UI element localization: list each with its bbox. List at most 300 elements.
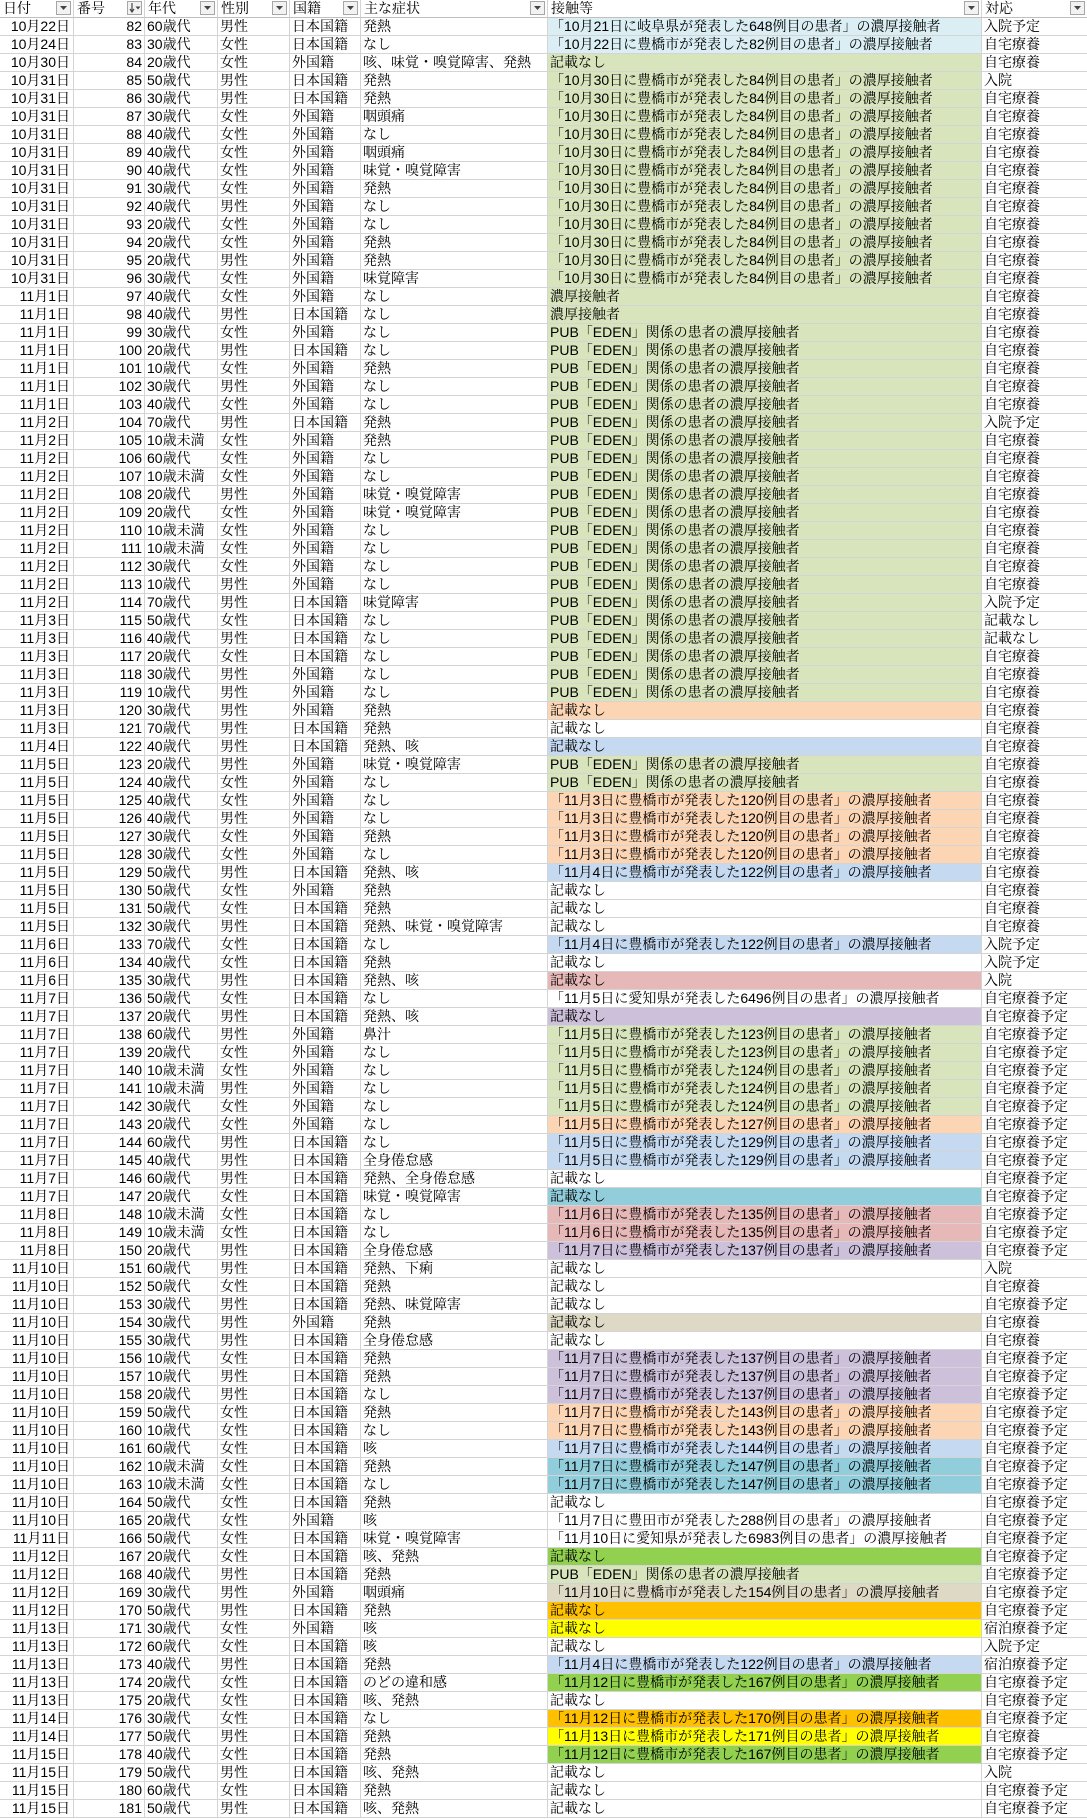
cell-symptoms[interactable]: 発熱: [361, 702, 548, 720]
cell-number[interactable]: 149: [74, 1224, 145, 1242]
cell-date[interactable]: 11月10日: [0, 1404, 74, 1422]
cell-symptoms[interactable]: 発熱: [361, 1728, 548, 1746]
cell-sex[interactable]: 女性: [218, 936, 290, 954]
cell-status[interactable]: 宿泊療養予定: [982, 1620, 1087, 1638]
cell-contact[interactable]: 記載なし: [548, 882, 982, 900]
cell-symptoms[interactable]: 味覚・嗅覚障害: [361, 504, 548, 522]
cell-symptoms[interactable]: 味覚障害: [361, 594, 548, 612]
cell-number[interactable]: 96: [74, 270, 145, 288]
cell-age[interactable]: 70歳代: [145, 594, 218, 612]
cell-contact[interactable]: 「11月7日に豊橋市が発表した137例目の患者」の濃厚接触者: [548, 1386, 982, 1404]
cell-date[interactable]: 11月2日: [0, 594, 74, 612]
cell-date[interactable]: 11月12日: [0, 1584, 74, 1602]
cell-number[interactable]: 120: [74, 702, 145, 720]
cell-age[interactable]: 20歳代: [145, 1548, 218, 1566]
cell-symptoms[interactable]: なし: [361, 990, 548, 1008]
cell-nationality[interactable]: 外国籍: [290, 846, 361, 864]
cell-nationality[interactable]: 日本国籍: [290, 90, 361, 108]
cell-contact[interactable]: PUB「EDEN」関係の患者の濃厚接触者: [548, 648, 982, 666]
cell-symptoms[interactable]: 咳、発熱: [361, 1800, 548, 1818]
cell-symptoms[interactable]: 発熱: [361, 1782, 548, 1800]
cell-sex[interactable]: 女性: [218, 1494, 290, 1512]
cell-age[interactable]: 30歳代: [145, 324, 218, 342]
cell-date[interactable]: 11月13日: [0, 1620, 74, 1638]
cell-symptoms[interactable]: 咳、味覚・嗅覚障害、発熱: [361, 54, 548, 72]
cell-contact[interactable]: 「11月13日に豊橋市が発表した171例目の患者」の濃厚接触者: [548, 1728, 982, 1746]
cell-age[interactable]: 50歳代: [145, 882, 218, 900]
cell-sex[interactable]: 女性: [218, 324, 290, 342]
cell-symptoms[interactable]: なし: [361, 810, 548, 828]
cell-sex[interactable]: 女性: [218, 1278, 290, 1296]
cell-nationality[interactable]: 日本国籍: [290, 1728, 361, 1746]
filter-dropdown-button[interactable]: [56, 1, 71, 15]
cell-nationality[interactable]: 日本国籍: [290, 1692, 361, 1710]
cell-status[interactable]: 自宅療養: [982, 576, 1087, 594]
cell-nationality[interactable]: 外国籍: [290, 1062, 361, 1080]
cell-nationality[interactable]: 日本国籍: [290, 1710, 361, 1728]
cell-nationality[interactable]: 日本国籍: [290, 1404, 361, 1422]
cell-contact[interactable]: 「11月5日に豊橋市が発表した124例目の患者」の濃厚接触者: [548, 1098, 982, 1116]
cell-age[interactable]: 30歳代: [145, 1314, 218, 1332]
cell-age[interactable]: 10歳未満: [145, 1080, 218, 1098]
cell-age[interactable]: 20歳代: [145, 252, 218, 270]
cell-contact[interactable]: 記載なし: [548, 1620, 982, 1638]
cell-contact[interactable]: 記載なし: [548, 1260, 982, 1278]
cell-symptoms[interactable]: 発熱: [361, 1746, 548, 1764]
cell-age[interactable]: 20歳代: [145, 1692, 218, 1710]
cell-contact[interactable]: PUB「EDEN」関係の患者の濃厚接触者: [548, 522, 982, 540]
cell-symptoms[interactable]: なし: [361, 450, 548, 468]
cell-number[interactable]: 89: [74, 144, 145, 162]
cell-date[interactable]: 11月14日: [0, 1728, 74, 1746]
cell-nationality[interactable]: 外国籍: [290, 270, 361, 288]
cell-date[interactable]: 11月7日: [0, 1044, 74, 1062]
cell-number[interactable]: 181: [74, 1800, 145, 1818]
cell-number[interactable]: 116: [74, 630, 145, 648]
cell-symptoms[interactable]: 咽頭痛: [361, 1584, 548, 1602]
cell-date[interactable]: 11月2日: [0, 486, 74, 504]
cell-contact[interactable]: 記載なし: [548, 1494, 982, 1512]
cell-date[interactable]: 11月7日: [0, 1170, 74, 1188]
cell-sex[interactable]: 女性: [218, 1620, 290, 1638]
cell-date[interactable]: 11月10日: [0, 1314, 74, 1332]
cell-nationality[interactable]: 日本国籍: [290, 1296, 361, 1314]
cell-date[interactable]: 11月7日: [0, 1008, 74, 1026]
cell-symptoms[interactable]: なし: [361, 1386, 548, 1404]
cell-nationality[interactable]: 外国籍: [290, 288, 361, 306]
cell-symptoms[interactable]: なし: [361, 324, 548, 342]
cell-sex[interactable]: 女性: [218, 1674, 290, 1692]
cell-symptoms[interactable]: なし: [361, 684, 548, 702]
cell-contact[interactable]: PUB「EDEN」関係の患者の濃厚接触者: [548, 450, 982, 468]
cell-age[interactable]: 20歳代: [145, 1008, 218, 1026]
cell-symptoms[interactable]: 発熱: [361, 1350, 548, 1368]
cell-date[interactable]: 11月5日: [0, 828, 74, 846]
cell-age[interactable]: 30歳代: [145, 972, 218, 990]
cell-nationality[interactable]: 日本国籍: [290, 594, 361, 612]
cell-symptoms[interactable]: 発熱: [361, 720, 548, 738]
cell-date[interactable]: 10月31日: [0, 144, 74, 162]
cell-sex[interactable]: 女性: [218, 126, 290, 144]
cell-nationality[interactable]: 日本国籍: [290, 1674, 361, 1692]
cell-contact[interactable]: 「11月7日に豊橋市が発表した143例目の患者」の濃厚接触者: [548, 1422, 982, 1440]
cell-number[interactable]: 155: [74, 1332, 145, 1350]
cell-sex[interactable]: 女性: [218, 1746, 290, 1764]
cell-sex[interactable]: 女性: [218, 1044, 290, 1062]
cell-date[interactable]: 11月15日: [0, 1746, 74, 1764]
cell-date[interactable]: 11月8日: [0, 1224, 74, 1242]
cell-number[interactable]: 98: [74, 306, 145, 324]
cell-symptoms[interactable]: 咽頭痛: [361, 144, 548, 162]
column-header-symptoms[interactable]: [361, 0, 548, 18]
cell-nationality[interactable]: 外国籍: [290, 702, 361, 720]
cell-contact[interactable]: 「11月5日に愛知県が発表した6496例目の患者」の濃厚接触者: [548, 990, 982, 1008]
cell-number[interactable]: 123: [74, 756, 145, 774]
cell-sex[interactable]: 女性: [218, 648, 290, 666]
cell-date[interactable]: 11月12日: [0, 1566, 74, 1584]
cell-sex[interactable]: 女性: [218, 1638, 290, 1656]
cell-number[interactable]: 90: [74, 162, 145, 180]
cell-status[interactable]: 自宅療養予定: [982, 1692, 1087, 1710]
cell-sex[interactable]: 男性: [218, 1314, 290, 1332]
cell-status[interactable]: 自宅療養予定: [982, 1404, 1087, 1422]
cell-age[interactable]: 30歳代: [145, 1710, 218, 1728]
cell-contact[interactable]: 「11月5日に豊橋市が発表した124例目の患者」の濃厚接触者: [548, 1062, 982, 1080]
cell-symptoms[interactable]: なし: [361, 576, 548, 594]
cell-sex[interactable]: 女性: [218, 1206, 290, 1224]
cell-contact[interactable]: 「11月7日に豊橋市が発表した137例目の患者」の濃厚接触者: [548, 1350, 982, 1368]
cell-symptoms[interactable]: 発熱: [361, 1602, 548, 1620]
cell-age[interactable]: 20歳代: [145, 1386, 218, 1404]
cell-sex[interactable]: 女性: [218, 162, 290, 180]
cell-date[interactable]: 11月3日: [0, 702, 74, 720]
cell-date[interactable]: 10月24日: [0, 36, 74, 54]
cell-status[interactable]: 入院予定: [982, 954, 1087, 972]
cell-number[interactable]: 134: [74, 954, 145, 972]
cell-sex[interactable]: 男性: [218, 1170, 290, 1188]
cell-symptoms[interactable]: なし: [361, 612, 548, 630]
cell-sex[interactable]: 男性: [218, 1602, 290, 1620]
cell-nationality[interactable]: 外国籍: [290, 108, 361, 126]
cell-sex[interactable]: 男性: [218, 864, 290, 882]
cell-contact[interactable]: 記載なし: [548, 1296, 982, 1314]
cell-contact[interactable]: 記載なし: [548, 972, 982, 990]
cell-contact[interactable]: PUB「EDEN」関係の患者の濃厚接触者: [548, 504, 982, 522]
cell-number[interactable]: 130: [74, 882, 145, 900]
cell-status[interactable]: 自宅療養: [982, 252, 1087, 270]
cell-symptoms[interactable]: 発熱、咳: [361, 864, 548, 882]
cell-date[interactable]: 10月31日: [0, 72, 74, 90]
cell-status[interactable]: 自宅療養予定: [982, 1674, 1087, 1692]
cell-number[interactable]: 158: [74, 1386, 145, 1404]
cell-status[interactable]: 自宅療養: [982, 162, 1087, 180]
cell-status[interactable]: 自宅療養予定: [982, 1206, 1087, 1224]
cell-status[interactable]: 自宅療養予定: [982, 1512, 1087, 1530]
cell-sex[interactable]: 女性: [218, 558, 290, 576]
cell-date[interactable]: 11月6日: [0, 936, 74, 954]
cell-status[interactable]: 自宅療養予定: [982, 1296, 1087, 1314]
cell-sex[interactable]: 女性: [218, 828, 290, 846]
cell-date[interactable]: 10月31日: [0, 162, 74, 180]
cell-contact[interactable]: PUB「EDEN」関係の患者の濃厚接触者: [548, 630, 982, 648]
cell-nationality[interactable]: 日本国籍: [290, 1746, 361, 1764]
cell-number[interactable]: 162: [74, 1458, 145, 1476]
cell-nationality[interactable]: 日本国籍: [290, 1332, 361, 1350]
cell-number[interactable]: 138: [74, 1026, 145, 1044]
cell-nationality[interactable]: 外国籍: [290, 666, 361, 684]
cell-age[interactable]: 70歳代: [145, 720, 218, 738]
cell-status[interactable]: 自宅療養予定: [982, 1440, 1087, 1458]
cell-nationality[interactable]: 日本国籍: [290, 990, 361, 1008]
cell-number[interactable]: 139: [74, 1044, 145, 1062]
cell-age[interactable]: 40歳代: [145, 144, 218, 162]
cell-sex[interactable]: 男性: [218, 1332, 290, 1350]
cell-status[interactable]: 入院予定: [982, 594, 1087, 612]
cell-date[interactable]: 10月31日: [0, 108, 74, 126]
cell-nationality[interactable]: 外国籍: [290, 810, 361, 828]
cell-sex[interactable]: 男性: [218, 1584, 290, 1602]
cell-number[interactable]: 131: [74, 900, 145, 918]
cell-symptoms[interactable]: 発熱: [361, 954, 548, 972]
cell-nationality[interactable]: 外国籍: [290, 252, 361, 270]
cell-age[interactable]: 50歳代: [145, 1494, 218, 1512]
cell-age[interactable]: 20歳代: [145, 216, 218, 234]
cell-date[interactable]: 11月1日: [0, 342, 74, 360]
cell-contact[interactable]: 「11月3日に豊橋市が発表した120例目の患者」の濃厚接触者: [548, 810, 982, 828]
cell-number[interactable]: 170: [74, 1602, 145, 1620]
cell-nationality[interactable]: 外国籍: [290, 486, 361, 504]
cell-age[interactable]: 10歳代: [145, 360, 218, 378]
cell-symptoms[interactable]: 全身倦怠感: [361, 1332, 548, 1350]
cell-date[interactable]: 10月31日: [0, 180, 74, 198]
cell-contact[interactable]: 「10月30日に豊橋市が発表した84例目の患者」の濃厚接触者: [548, 198, 982, 216]
cell-sex[interactable]: 男性: [218, 666, 290, 684]
cell-symptoms[interactable]: なし: [361, 306, 548, 324]
cell-status[interactable]: 自宅療養: [982, 360, 1087, 378]
cell-contact[interactable]: 記載なし: [548, 954, 982, 972]
cell-date[interactable]: 11月4日: [0, 738, 74, 756]
cell-contact[interactable]: PUB「EDEN」関係の患者の濃厚接触者: [548, 468, 982, 486]
cell-date[interactable]: 11月5日: [0, 774, 74, 792]
cell-contact[interactable]: 記載なし: [548, 1548, 982, 1566]
cell-age[interactable]: 20歳代: [145, 1242, 218, 1260]
cell-sex[interactable]: 男性: [218, 486, 290, 504]
cell-number[interactable]: 154: [74, 1314, 145, 1332]
cell-sex[interactable]: 女性: [218, 396, 290, 414]
cell-contact[interactable]: 記載なし: [548, 702, 982, 720]
cell-symptoms[interactable]: 味覚・嗅覚障害: [361, 1530, 548, 1548]
cell-symptoms[interactable]: 咳、発熱: [361, 1548, 548, 1566]
cell-date[interactable]: 10月22日: [0, 18, 74, 36]
cell-nationality[interactable]: 日本国籍: [290, 1638, 361, 1656]
cell-sex[interactable]: 女性: [218, 270, 290, 288]
cell-date[interactable]: 11月5日: [0, 900, 74, 918]
cell-age[interactable]: 30歳代: [145, 1584, 218, 1602]
cell-symptoms[interactable]: なし: [361, 1476, 548, 1494]
cell-status[interactable]: 自宅療養予定: [982, 1062, 1087, 1080]
cell-status[interactable]: 自宅療養予定: [982, 1026, 1087, 1044]
cell-date[interactable]: 11月15日: [0, 1800, 74, 1818]
cell-number[interactable]: 88: [74, 126, 145, 144]
cell-nationality[interactable]: 外国籍: [290, 396, 361, 414]
cell-symptoms[interactable]: 全身倦怠感: [361, 1242, 548, 1260]
cell-number[interactable]: 114: [74, 594, 145, 612]
cell-symptoms[interactable]: 発熱、全身倦怠感: [361, 1170, 548, 1188]
cell-contact[interactable]: PUB「EDEN」関係の患者の濃厚接触者: [548, 432, 982, 450]
cell-status[interactable]: 入院予定: [982, 18, 1087, 36]
cell-contact[interactable]: 「11月7日に豊田市が発表した288例目の患者」の濃厚接触者: [548, 1512, 982, 1530]
cell-status[interactable]: 自宅療養: [982, 468, 1087, 486]
cell-contact[interactable]: PUB「EDEN」関係の患者の濃厚接触者: [548, 486, 982, 504]
cell-nationality[interactable]: 日本国籍: [290, 630, 361, 648]
cell-nationality[interactable]: 日本国籍: [290, 1152, 361, 1170]
cell-symptoms[interactable]: 咳: [361, 1512, 548, 1530]
cell-age[interactable]: 50歳代: [145, 612, 218, 630]
cell-date[interactable]: 11月14日: [0, 1710, 74, 1728]
cell-number[interactable]: 117: [74, 648, 145, 666]
cell-number[interactable]: 111: [74, 540, 145, 558]
column-header-sex[interactable]: [218, 0, 290, 18]
cell-contact[interactable]: 「11月12日に豊橋市が発表した167例目の患者」の濃厚接触者: [548, 1746, 982, 1764]
cell-symptoms[interactable]: 発熱: [361, 828, 548, 846]
cell-contact[interactable]: 記載なし: [548, 54, 982, 72]
cell-contact[interactable]: 記載なし: [548, 1764, 982, 1782]
cell-symptoms[interactable]: なし: [361, 216, 548, 234]
cell-status[interactable]: 自宅療養予定: [982, 1242, 1087, 1260]
cell-symptoms[interactable]: 発熱: [361, 18, 548, 36]
cell-age[interactable]: 10歳未満: [145, 432, 218, 450]
cell-symptoms[interactable]: 咳、発熱: [361, 1764, 548, 1782]
cell-sex[interactable]: 女性: [218, 612, 290, 630]
cell-sex[interactable]: 男性: [218, 378, 290, 396]
cell-nationality[interactable]: 外国籍: [290, 1044, 361, 1062]
cell-date[interactable]: 10月31日: [0, 198, 74, 216]
cell-contact[interactable]: 記載なし: [548, 738, 982, 756]
cell-age[interactable]: 50歳代: [145, 72, 218, 90]
cell-symptoms[interactable]: なし: [361, 936, 548, 954]
cell-contact[interactable]: 「10月21日に岐阜県が発表した648例目の患者」の濃厚接触者: [548, 18, 982, 36]
cell-contact[interactable]: PUB「EDEN」関係の患者の濃厚接触者: [548, 360, 982, 378]
cell-nationality[interactable]: 外国籍: [290, 1098, 361, 1116]
cell-nationality[interactable]: 日本国籍: [290, 720, 361, 738]
cell-number[interactable]: 179: [74, 1764, 145, 1782]
cell-symptoms[interactable]: 発熱: [361, 414, 548, 432]
cell-number[interactable]: 124: [74, 774, 145, 792]
cell-status[interactable]: 自宅療養: [982, 702, 1087, 720]
cell-number[interactable]: 82: [74, 18, 145, 36]
cell-age[interactable]: 50歳代: [145, 1728, 218, 1746]
cell-sex[interactable]: 男性: [218, 576, 290, 594]
cell-sex[interactable]: 男性: [218, 1152, 290, 1170]
cell-sex[interactable]: 男性: [218, 1008, 290, 1026]
cell-number[interactable]: 145: [74, 1152, 145, 1170]
cell-date[interactable]: 11月6日: [0, 972, 74, 990]
cell-date[interactable]: 11月7日: [0, 1080, 74, 1098]
cell-age[interactable]: 10歳代: [145, 684, 218, 702]
cell-sex[interactable]: 男性: [218, 90, 290, 108]
cell-status[interactable]: 自宅療養予定: [982, 1170, 1087, 1188]
cell-sex[interactable]: 女性: [218, 1692, 290, 1710]
cell-sex[interactable]: 女性: [218, 54, 290, 72]
cell-status[interactable]: 入院予定: [982, 414, 1087, 432]
cell-date[interactable]: 10月31日: [0, 216, 74, 234]
cell-nationality[interactable]: 外国籍: [290, 576, 361, 594]
cell-symptoms[interactable]: なし: [361, 378, 548, 396]
cell-date[interactable]: 11月10日: [0, 1368, 74, 1386]
cell-symptoms[interactable]: なし: [361, 1062, 548, 1080]
cell-sex[interactable]: 女性: [218, 990, 290, 1008]
cell-sex[interactable]: 男性: [218, 1080, 290, 1098]
cell-contact[interactable]: 「10月30日に豊橋市が発表した84例目の患者」の濃厚接触者: [548, 144, 982, 162]
cell-status[interactable]: 自宅療養予定: [982, 1116, 1087, 1134]
cell-symptoms[interactable]: 発熱: [361, 882, 548, 900]
cell-number[interactable]: 153: [74, 1296, 145, 1314]
cell-status[interactable]: 自宅療養: [982, 504, 1087, 522]
cell-status[interactable]: 自宅療養: [982, 36, 1087, 54]
cell-contact[interactable]: 「10月30日に豊橋市が発表した84例目の患者」の濃厚接触者: [548, 270, 982, 288]
cell-number[interactable]: 108: [74, 486, 145, 504]
cell-age[interactable]: 30歳代: [145, 1098, 218, 1116]
cell-contact[interactable]: 「10月30日に豊橋市が発表した84例目の患者」の濃厚接触者: [548, 72, 982, 90]
cell-status[interactable]: 自宅療養: [982, 270, 1087, 288]
cell-number[interactable]: 92: [74, 198, 145, 216]
cell-contact[interactable]: PUB「EDEN」関係の患者の濃厚接触者: [548, 414, 982, 432]
filter-dropdown-button[interactable]: [964, 1, 979, 15]
cell-age[interactable]: 30歳代: [145, 180, 218, 198]
cell-sex[interactable]: 女性: [218, 1188, 290, 1206]
filter-dropdown-button[interactable]: [1070, 1, 1085, 15]
cell-nationality[interactable]: 日本国籍: [290, 36, 361, 54]
cell-symptoms[interactable]: なし: [361, 630, 548, 648]
cell-status[interactable]: 自宅療養: [982, 144, 1087, 162]
cell-symptoms[interactable]: 咳: [361, 1440, 548, 1458]
cell-symptoms[interactable]: 鼻汁: [361, 1026, 548, 1044]
cell-nationality[interactable]: 日本国籍: [290, 612, 361, 630]
cell-status[interactable]: 自宅療養: [982, 738, 1087, 756]
cell-age[interactable]: 20歳代: [145, 1674, 218, 1692]
cell-age[interactable]: 40歳代: [145, 288, 218, 306]
cell-symptoms[interactable]: なし: [361, 198, 548, 216]
cell-status[interactable]: 自宅療養予定: [982, 1188, 1087, 1206]
filter-dropdown-button[interactable]: [200, 1, 215, 15]
cell-date[interactable]: 11月5日: [0, 918, 74, 936]
cell-age[interactable]: 10歳未満: [145, 1206, 218, 1224]
cell-number[interactable]: 94: [74, 234, 145, 252]
cell-number[interactable]: 172: [74, 1638, 145, 1656]
cell-symptoms[interactable]: 発熱: [361, 1278, 548, 1296]
cell-sex[interactable]: 男性: [218, 72, 290, 90]
cell-symptoms[interactable]: 発熱、味覚障害: [361, 1296, 548, 1314]
cell-contact[interactable]: PUB「EDEN」関係の患者の濃厚接触者: [548, 666, 982, 684]
cell-age[interactable]: 40歳代: [145, 198, 218, 216]
cell-symptoms[interactable]: 発熱: [361, 72, 548, 90]
cell-date[interactable]: 11月7日: [0, 1026, 74, 1044]
cell-status[interactable]: 自宅療養予定: [982, 1530, 1087, 1548]
cell-nationality[interactable]: 日本国籍: [290, 306, 361, 324]
cell-number[interactable]: 143: [74, 1116, 145, 1134]
cell-age[interactable]: 60歳代: [145, 1260, 218, 1278]
cell-number[interactable]: 110: [74, 522, 145, 540]
column-header-number[interactable]: [74, 0, 145, 18]
cell-age[interactable]: 50歳代: [145, 1602, 218, 1620]
cell-symptoms[interactable]: 発熱、咳: [361, 1008, 548, 1026]
cell-nationality[interactable]: 外国籍: [290, 324, 361, 342]
cell-number[interactable]: 173: [74, 1656, 145, 1674]
cell-nationality[interactable]: 日本国籍: [290, 936, 361, 954]
cell-status[interactable]: 自宅療養予定: [982, 1422, 1087, 1440]
cell-symptoms[interactable]: 発熱: [361, 252, 548, 270]
cell-age[interactable]: 10歳未満: [145, 540, 218, 558]
